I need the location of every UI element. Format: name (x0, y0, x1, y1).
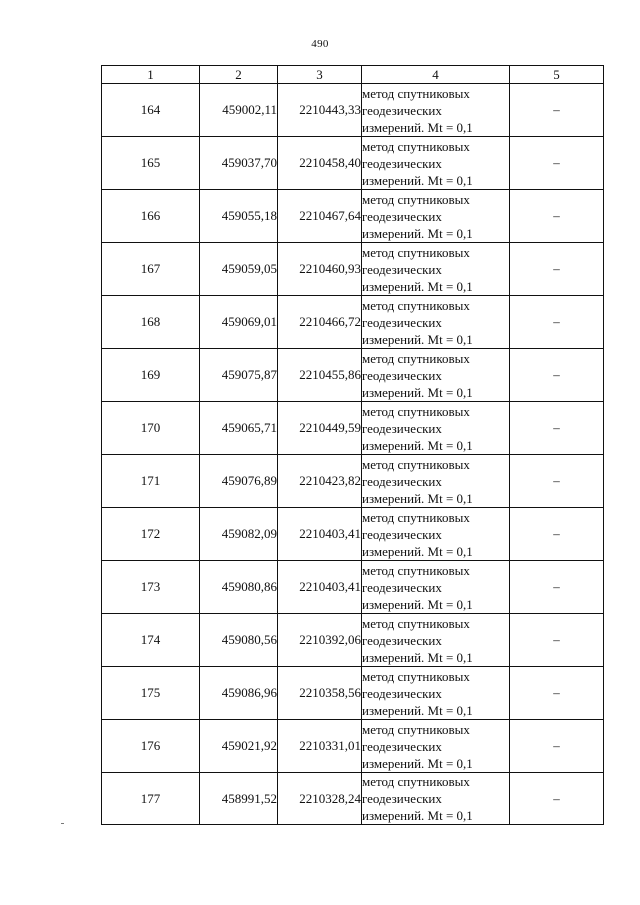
method-line: измерений. Mt = 0,1 (362, 490, 473, 506)
table-row (102, 402, 604, 455)
coordinate-x: 459055,18 (200, 190, 278, 243)
method-line: геодезических (362, 261, 442, 277)
point-number: 168 (102, 296, 200, 349)
coordinate-y: 2210443,33 (278, 84, 362, 137)
method-line: геодезических (362, 685, 442, 701)
table-row (102, 614, 604, 667)
coordinate-x: 459076,89 (200, 455, 278, 508)
table-row (102, 720, 604, 773)
coordinate-x: 459065,71 (200, 402, 278, 455)
table-row (102, 84, 604, 137)
coordinate-x: 459069,01 (200, 296, 278, 349)
note-dash: – (510, 296, 604, 349)
method-line: метод спутниковых (362, 721, 470, 737)
method-line: геодезических (362, 314, 442, 330)
point-number: 176 (102, 720, 200, 773)
header-col-1: 1 (102, 66, 200, 84)
method-line: измерений. Mt = 0,1 (362, 755, 473, 771)
note-dash: – (510, 508, 604, 561)
note-dash: – (510, 190, 604, 243)
note-dash: – (510, 402, 604, 455)
method-line: метод спутниковых (362, 350, 470, 366)
coordinate-y: 2210403,41 (278, 508, 362, 561)
table-row (102, 190, 604, 243)
table-row (102, 561, 604, 614)
method-line: метод спутниковых (362, 138, 470, 154)
note-dash: – (510, 455, 604, 508)
method-line: измерений. Mt = 0,1 (362, 119, 473, 135)
header-col-3: 3 (278, 66, 362, 84)
method-description (362, 455, 510, 508)
method-line: метод спутниковых (362, 456, 470, 472)
coordinate-y: 2210467,64 (278, 190, 362, 243)
note-dash: – (510, 137, 604, 190)
method-description (362, 190, 510, 243)
coordinate-x: 459080,86 (200, 561, 278, 614)
point-number: 166 (102, 190, 200, 243)
coordinates-table (101, 65, 604, 825)
method-line: метод спутниковых (362, 191, 470, 207)
point-number: 172 (102, 508, 200, 561)
note-dash: – (510, 349, 604, 402)
method-description (362, 296, 510, 349)
method-description (362, 84, 510, 137)
table-row (102, 773, 604, 825)
coordinate-x: 459080,56 (200, 614, 278, 667)
method-description (362, 243, 510, 296)
coordinate-x: 459021,92 (200, 720, 278, 773)
note-dash: – (510, 667, 604, 720)
note-dash: – (510, 561, 604, 614)
point-number: 170 (102, 402, 200, 455)
method-line: геодезических (362, 367, 442, 383)
method-description (362, 349, 510, 402)
header-col-5: 5 (510, 66, 604, 84)
coordinate-y: 2210455,86 (278, 349, 362, 402)
method-line: измерений. Mt = 0,1 (362, 596, 473, 612)
page-number: 490 (311, 38, 329, 50)
point-number: 164 (102, 84, 200, 137)
method-line: измерений. Mt = 0,1 (362, 702, 473, 718)
coordinate-y: 2210358,56 (278, 667, 362, 720)
method-line: измерений. Mt = 0,1 (362, 225, 473, 241)
coordinate-x: 459075,87 (200, 349, 278, 402)
method-line: измерений. Mt = 0,1 (362, 649, 473, 665)
method-description (362, 667, 510, 720)
coordinate-x: 459082,09 (200, 508, 278, 561)
method-line: геодезических (362, 579, 442, 595)
method-line: метод спутниковых (362, 297, 470, 313)
point-number: 175 (102, 667, 200, 720)
method-line: метод спутниковых (362, 562, 470, 578)
point-number: 171 (102, 455, 200, 508)
coordinate-y: 2210449,59 (278, 402, 362, 455)
table-row (102, 296, 604, 349)
table-header (102, 66, 604, 84)
method-line: геодезических (362, 208, 442, 224)
method-description (362, 720, 510, 773)
note-dash: – (510, 614, 604, 667)
table-row (102, 137, 604, 190)
method-line: метод спутниковых (362, 774, 470, 789)
method-description (362, 773, 510, 825)
header-col-2: 2 (200, 66, 278, 84)
coordinate-y: 2210460,93 (278, 243, 362, 296)
method-line: геодезических (362, 155, 442, 171)
coordinate-x: 459059,05 (200, 243, 278, 296)
method-line: метод спутниковых (362, 509, 470, 525)
method-line: геодезических (362, 791, 442, 806)
coordinate-x: 459086,96 (200, 667, 278, 720)
coordinate-y: 2210403,41 (278, 561, 362, 614)
table-row (102, 508, 604, 561)
header-row (102, 66, 604, 84)
method-line: метод спутниковых (362, 244, 470, 260)
table-row (102, 243, 604, 296)
method-line: измерений. Mt = 0,1 (362, 543, 473, 559)
coordinate-x: 459002,11 (200, 84, 278, 137)
point-number: 173 (102, 561, 200, 614)
method-line: геодезических (362, 738, 442, 754)
method-line: геодезических (362, 473, 442, 489)
method-line: геодезических (362, 632, 442, 648)
margin-mark (61, 823, 64, 824)
point-number: 169 (102, 349, 200, 402)
method-description (362, 614, 510, 667)
method-line: геодезических (362, 526, 442, 542)
method-line: метод спутниковых (362, 403, 470, 419)
method-line: измерений. Mt = 0,1 (362, 172, 473, 188)
coordinate-x: 459037,70 (200, 137, 278, 190)
method-line: геодезических (362, 420, 442, 436)
method-line: измерений. Mt = 0,1 (362, 437, 473, 453)
point-number: 174 (102, 614, 200, 667)
table-row (102, 455, 604, 508)
table-row (102, 667, 604, 720)
coordinate-x: 458991,52 (200, 773, 278, 825)
note-dash: – (510, 720, 604, 773)
method-line: метод спутниковых (362, 615, 470, 631)
coordinate-y: 2210423,82 (278, 455, 362, 508)
method-line: метод спутниковых (362, 85, 470, 101)
method-description (362, 508, 510, 561)
method-line: измерений. Mt = 0,1 (362, 384, 473, 400)
note-dash: – (510, 773, 604, 825)
note-dash: – (510, 243, 604, 296)
coordinate-y: 2210328,24 (278, 773, 362, 825)
method-description (362, 137, 510, 190)
point-number: 177 (102, 773, 200, 825)
method-description (362, 561, 510, 614)
table-row (102, 349, 604, 402)
method-line: измерений. Mt = 0,1 (362, 278, 473, 294)
table-body (102, 84, 604, 825)
coordinate-y: 2210392,06 (278, 614, 362, 667)
method-line: измерений. Mt = 0,1 (362, 808, 473, 823)
coordinate-y: 2210331,01 (278, 720, 362, 773)
method-line: измерений. Mt = 0,1 (362, 331, 473, 347)
point-number: 167 (102, 243, 200, 296)
method-description (362, 402, 510, 455)
method-line: геодезических (362, 102, 442, 118)
header-col-4: 4 (362, 66, 510, 84)
point-number: 165 (102, 137, 200, 190)
method-line: метод спутниковых (362, 668, 470, 684)
note-dash: – (510, 84, 604, 137)
coordinate-y: 2210466,72 (278, 296, 362, 349)
coordinate-y: 2210458,40 (278, 137, 362, 190)
